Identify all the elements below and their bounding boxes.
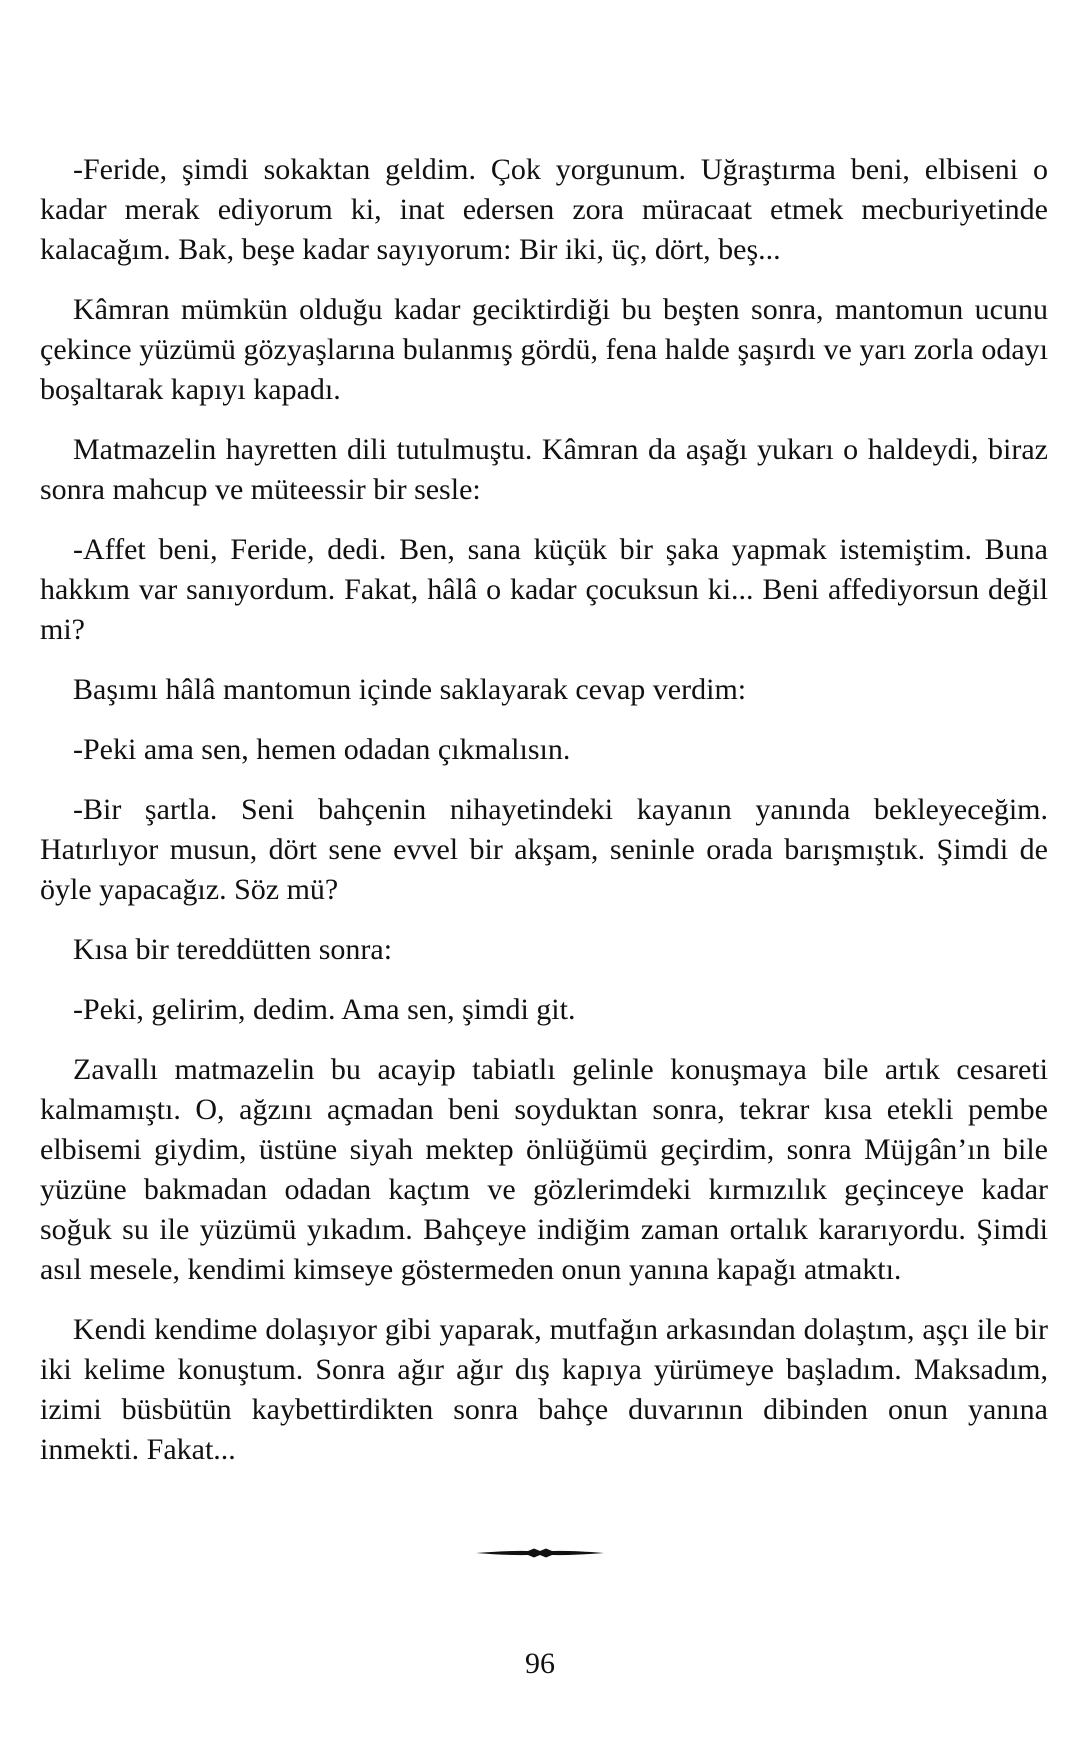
- paragraph: Kısa bir tereddütten sonra:: [73, 933, 393, 966]
- paragraph: Zavallı matmazelin bu acayip tabiatlı gelinle konuşmaya bile artık cesareti kalmamıştı. O, ağzını açmadan beni soyduktan sonra, tekrar kısa etekli pembe elbisemi giydim, üstüne siyah mektep önlüğümü geçirdim, sonra Müjgân’ın bile yüzüne bakmadan odadan kaçtım ve gözlerimdeki kırmızılık geçinceye kadar soğuk su ile yüzümü yıkadım. Bahçeye indiğim zaman ortalık kararıyordu. Şimdi asıl mesele, kendimi kimseye göstermeden onun yanına kapağı atmaktı.: [40, 1053, 1048, 1286]
- paragraph: -Peki, gelirim, dedim. Ama sen, şimdi git.: [73, 993, 576, 1026]
- paragraph: Matmazelin hayretten dili tutulmuştu. Kâmran da aşağı yukarı o haldeydi, biraz sonra mahcup ve müteessir bir sesle:: [40, 433, 1048, 506]
- paragraph: Kendi kendime dolaşıyor gibi yaparak, mutfağın arkasından dolaştım, aşçı ile bir iki kelime konuştum. Sonra ağır ağır dış kapıya yürümeye başladım. Maksadım, izimi büsbütün kaybettirdikten sonra bahçe duvarının dibinden onun yanına inmekti. Fakat...: [40, 1313, 1048, 1466]
- paragraph: Başımı hâlâ mantomun içinde saklayarak cevap verdim:: [73, 673, 747, 706]
- paragraph: -Bir şartla. Seni bahçenin nihayetindeki kayanın yanında bekleyeceğim. Hatırlıyor musun, dört sene evvel bir akşam, seninle orada barışmıştık. Şimdi de öyle yapacağız. Söz mü?: [40, 793, 1048, 906]
- paragraph: -Feride, şimdi sokaktan geldim. Çok yorgunum. Uğraştırma beni, elbiseni o kadar merak ediyorum ki, inat edersen zora müracaat etmek mecburiyetinde kalacağım. Bak, beşe kadar sayıyorum: Bir iki, üç, dört, beş...: [40, 153, 1048, 266]
- paragraph: -Peki ama sen, hemen odadan çıkmalısın.: [73, 733, 571, 766]
- page-number: 96: [525, 1647, 555, 1680]
- paragraph: Kâmran mümkün olduğu kadar geciktirdiği bu beşten sonra, mantomun ucunu çekince yüzümü gözyaşlarına bulanmış gördü, fena halde şaşırdı ve yarı zorla odayı boşaltarak kapıyı kapadı.: [40, 293, 1048, 406]
- page-body: [40, 150, 1048, 1490]
- section-divider-icon: [476, 1546, 604, 1560]
- paragraph: -Affet beni, Feride, dedi. Ben, sana küçük bir şaka yapmak istemiştim. Buna hakkım var sanıyordum. Fakat, hâlâ o kadar çocuksun ki... Beni affediyorsun değil mi?: [40, 533, 1048, 646]
